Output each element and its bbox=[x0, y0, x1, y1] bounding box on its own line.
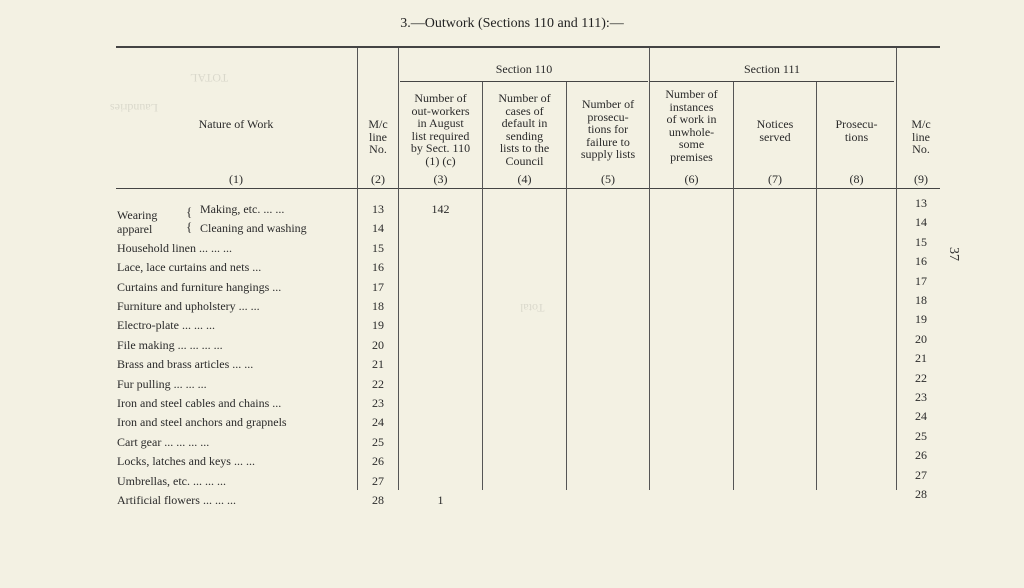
row-mc-line-number: 15 bbox=[372, 241, 384, 255]
page-number: 37 bbox=[946, 247, 961, 261]
header-col9: M/c line No. bbox=[911, 117, 931, 156]
column-number: (3) bbox=[433, 172, 448, 186]
row-mc-line-number-right: 15 bbox=[915, 235, 927, 249]
header-col8: Prosecu- tions bbox=[835, 117, 878, 144]
row-mc-line-number-right: 20 bbox=[915, 332, 927, 346]
row-nature-of-work: Cleaning and washing bbox=[200, 221, 307, 235]
column-number: (5) bbox=[601, 172, 615, 186]
row-nature-of-work: Making, etc. ... ... bbox=[200, 202, 285, 216]
row-mc-line-number: 14 bbox=[372, 221, 384, 235]
row-mc-line-number-right: 27 bbox=[915, 468, 927, 482]
row-nature-of-work: File making ... ... ... ... bbox=[117, 338, 223, 352]
column-number: (6) bbox=[684, 172, 699, 186]
row-mc-line-number: 19 bbox=[372, 318, 384, 332]
row-mc-line-number: 25 bbox=[372, 435, 384, 449]
row-nature-of-work: Iron and steel cables and chains ... bbox=[117, 396, 282, 410]
row-outworkers-count: 1 bbox=[437, 493, 444, 507]
row-mc-line-number: 27 bbox=[372, 474, 384, 488]
row-mc-line-number-right: 13 bbox=[915, 196, 927, 210]
column-number: (9) bbox=[914, 172, 928, 186]
row-nature-of-work: Locks, latches and keys ... ... bbox=[117, 454, 255, 468]
show-through-text: Total bbox=[520, 301, 545, 315]
section-111-header: Section 111 bbox=[743, 62, 801, 76]
row-mc-line-number: 18 bbox=[372, 299, 384, 313]
row-mc-line-number: 13 bbox=[372, 202, 384, 216]
section-110-header: Section 110 bbox=[495, 62, 553, 76]
row-mc-line-number-right: 25 bbox=[915, 429, 927, 443]
brace-glyph: { bbox=[186, 219, 193, 234]
row-nature-of-work: Curtains and furniture hangings ... bbox=[117, 280, 282, 294]
table-top-rule bbox=[116, 46, 940, 48]
wearing-apparel-label: Wearing bbox=[117, 208, 158, 222]
row-outworkers-count: 142 bbox=[431, 202, 450, 216]
row-mc-line-number: 23 bbox=[372, 396, 384, 410]
column-divider bbox=[816, 82, 817, 490]
row-mc-line-number-right: 28 bbox=[915, 487, 927, 501]
wearing-apparel-label: apparel bbox=[117, 222, 153, 236]
row-mc-line-number-right: 21 bbox=[915, 351, 927, 365]
row-mc-line-number: 17 bbox=[372, 280, 384, 294]
row-nature-of-work: Iron and steel anchors and grapnels bbox=[117, 415, 287, 429]
row-mc-line-number: 20 bbox=[372, 338, 384, 352]
header-col7: Notices served bbox=[756, 117, 794, 144]
row-mc-line-number-right: 26 bbox=[915, 448, 927, 462]
row-nature-of-work: Umbrellas, etc. ... ... ... bbox=[117, 474, 226, 488]
row-mc-line-number-right: 24 bbox=[915, 409, 927, 423]
row-nature-of-work: Cart gear ... ... ... ... bbox=[117, 435, 210, 449]
column-number: (4) bbox=[517, 172, 532, 186]
row-mc-line-number-right: 22 bbox=[915, 371, 927, 385]
show-through-text: TOTAL bbox=[190, 71, 229, 85]
row-nature-of-work: Electro-plate ... ... ... bbox=[117, 318, 215, 332]
column-number: (1) bbox=[229, 172, 243, 186]
row-mc-line-number-right: 17 bbox=[915, 274, 927, 288]
row-mc-line-number: 16 bbox=[372, 260, 384, 274]
section-110-underline bbox=[400, 81, 648, 82]
row-mc-line-number: 21 bbox=[372, 357, 384, 371]
row-nature-of-work: Brass and brass articles ... ... bbox=[117, 357, 254, 371]
header-col4: Number of cases of default in sending lists to the Council bbox=[498, 91, 551, 168]
row-nature-of-work: Fur pulling ... ... ... bbox=[117, 377, 207, 391]
row-mc-line-number-right: 23 bbox=[915, 390, 927, 404]
row-mc-line-number-right: 16 bbox=[915, 254, 927, 268]
row-mc-line-number-right: 19 bbox=[915, 312, 927, 326]
column-number: (8) bbox=[849, 172, 864, 186]
column-number: (7) bbox=[768, 172, 782, 186]
section-111-underline bbox=[650, 81, 894, 82]
show-through-text: Laundries bbox=[110, 101, 158, 115]
row-mc-line-number-right: 18 bbox=[915, 293, 927, 307]
row-mc-line-number: 22 bbox=[372, 377, 384, 391]
row-nature-of-work: Household linen ... ... ... bbox=[117, 241, 232, 255]
row-nature-of-work: Lace, lace curtains and nets ... bbox=[117, 260, 262, 274]
row-nature-of-work: Artificial flowers ... ... ... bbox=[117, 493, 236, 507]
header-nature-of-work: Nature of Work bbox=[198, 117, 274, 131]
header-col5: Number of prosecu- tions for failure to supply lists bbox=[580, 97, 636, 161]
header-mc-line: M/c line No. bbox=[368, 117, 388, 156]
row-nature-of-work: Furniture and upholstery ... ... bbox=[117, 299, 260, 313]
header-col3: Number of out-workers in August list required by Sect. 110 (1) (c) bbox=[410, 91, 471, 168]
column-divider bbox=[733, 82, 734, 490]
column-number: (2) bbox=[371, 172, 385, 186]
row-mc-line-number-right: 14 bbox=[915, 215, 927, 229]
row-mc-line-number: 28 bbox=[372, 493, 384, 507]
brace-glyph: { bbox=[186, 204, 193, 219]
page-title: 3.—Outwork (Sections 110 and 111):— bbox=[400, 16, 624, 31]
row-mc-line-number: 26 bbox=[372, 454, 384, 468]
row-mc-line-number: 24 bbox=[372, 415, 384, 429]
header-col6: Number of instances of work in unwhole- some premises bbox=[665, 87, 718, 164]
